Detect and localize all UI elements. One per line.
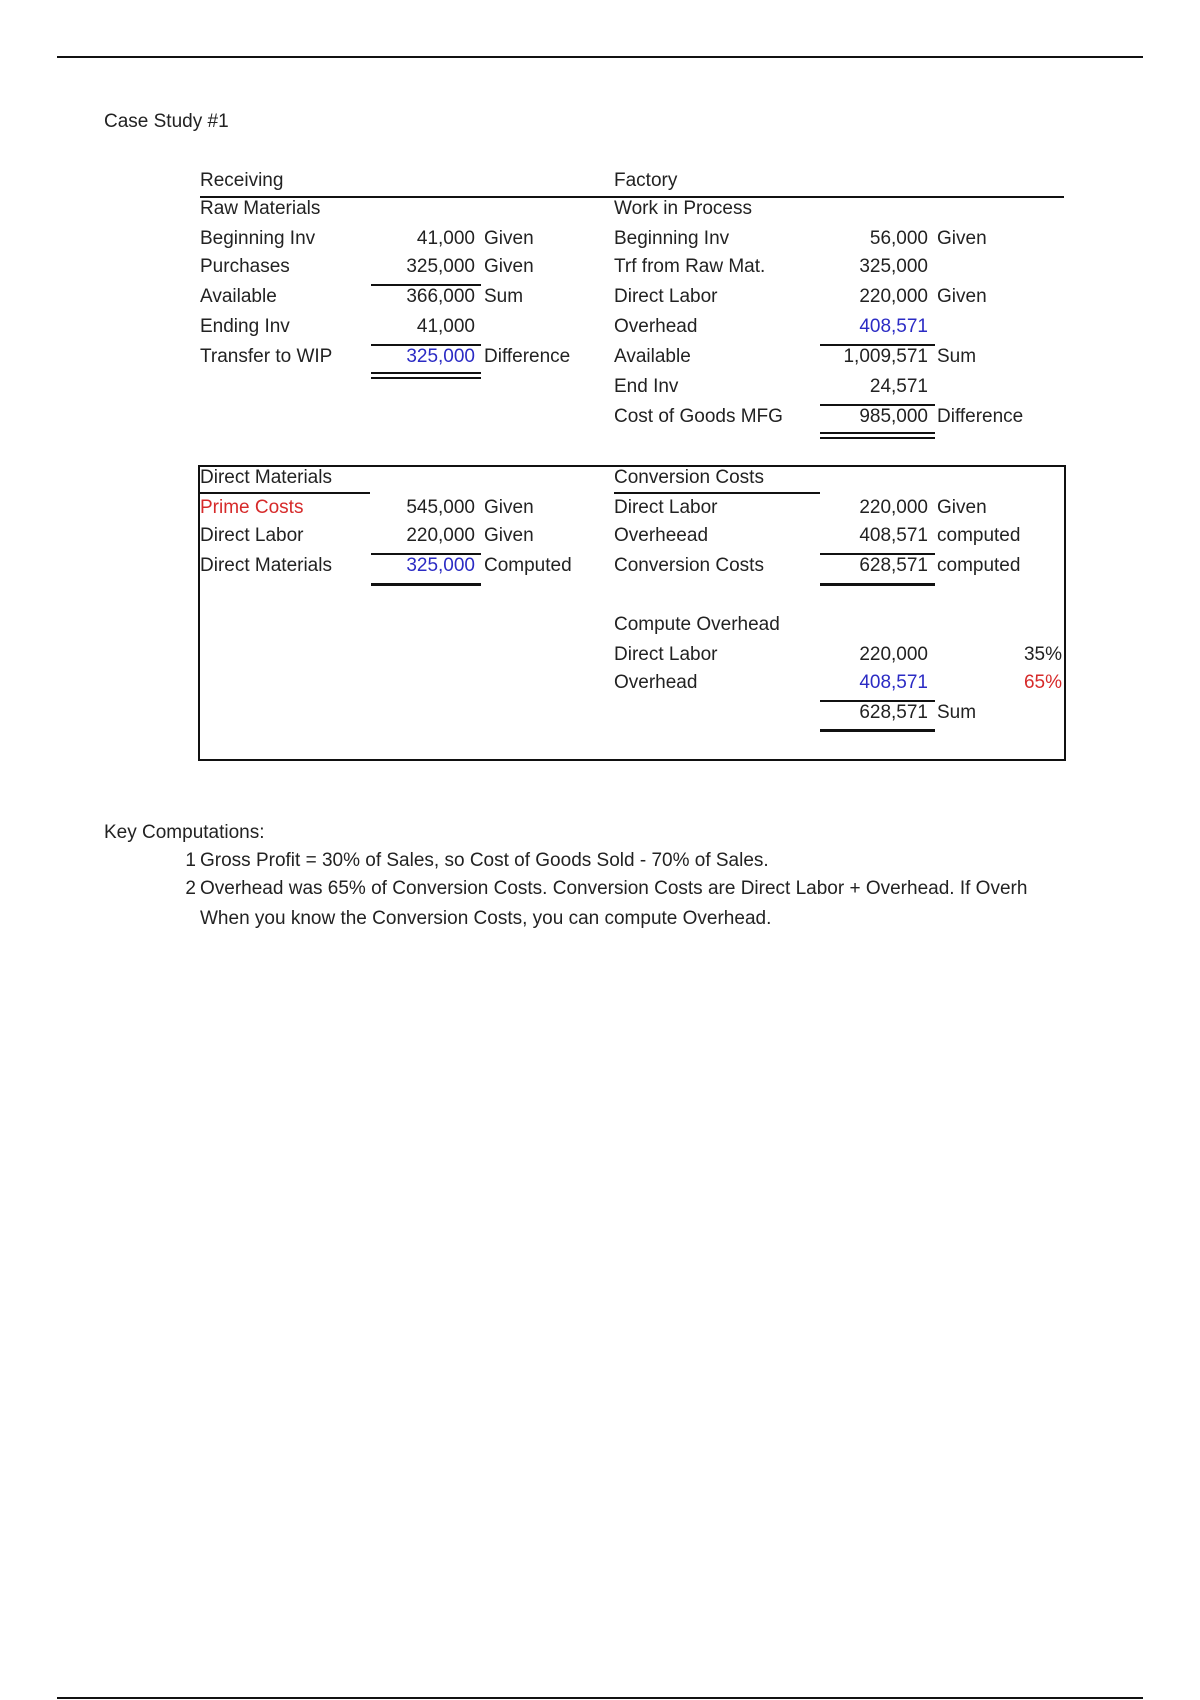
row-value: 408,571 xyxy=(859,316,928,337)
row-note: Given xyxy=(484,256,534,277)
row-value: 1,009,571 xyxy=(843,346,928,367)
row-percent: 35% xyxy=(1023,644,1062,665)
compute-overhead-header: Compute Overhead xyxy=(614,614,780,635)
row-value: 220,000 xyxy=(406,525,475,546)
row-label: Available xyxy=(200,286,277,307)
dm-header-rule xyxy=(200,492,370,494)
row-note: Difference xyxy=(937,406,1024,427)
row-value: 325,000 xyxy=(406,555,475,576)
row-label: Beginning Inv xyxy=(614,228,730,249)
row-label: Conversion Costs xyxy=(614,555,764,576)
item-text: Gross Profit = 30% of Sales, so Cost of Goods Sold - 70% of Sales. xyxy=(200,850,769,871)
row-value: 628,571 xyxy=(859,702,928,723)
row-label: Beginning Inv xyxy=(200,228,316,249)
row-note: Computed xyxy=(484,555,572,576)
row-label: Prime Costs xyxy=(200,497,304,518)
row-note: Sum xyxy=(937,346,977,367)
row-note: Sum xyxy=(937,702,977,723)
row-note: Given xyxy=(937,286,987,307)
row-note: Given xyxy=(484,497,534,518)
row-note: Given xyxy=(937,228,987,249)
row-note: Given xyxy=(937,497,987,518)
receiving-header: Receiving xyxy=(200,170,284,191)
row-label: Overhead xyxy=(614,672,698,693)
row-note: Given xyxy=(484,228,534,249)
row-value: 985,000 xyxy=(859,406,928,427)
row-value: 545,000 xyxy=(406,497,475,518)
row-value: 325,000 xyxy=(406,346,475,367)
row-label: Purchases xyxy=(200,256,290,277)
row-value: 41,000 xyxy=(416,228,475,249)
row-label: Cost of Goods MFG xyxy=(614,406,783,427)
row-value: 325,000 xyxy=(406,256,475,277)
total-rule xyxy=(820,729,935,732)
row-label: End Inv xyxy=(614,376,679,397)
row-label: Overhead xyxy=(614,316,698,337)
direct-materials-header: Direct Materials xyxy=(200,467,332,488)
row-label: Transfer to WIP xyxy=(200,346,333,367)
item-text: Overhead was 65% of Conversion Costs. Conversion Costs are Direct Labor + Overhead. If Overh xyxy=(200,878,1028,899)
list-item xyxy=(0,877,1066,903)
row-label: Trf from Raw Mat. xyxy=(614,256,766,277)
row-label: Direct Labor xyxy=(200,525,304,546)
raw-materials-subheader: Raw Materials xyxy=(200,198,321,219)
total-double-rule xyxy=(820,432,935,439)
row-value: 628,571 xyxy=(859,555,928,576)
wip-subheader: Work in Process xyxy=(614,198,752,219)
row-value: 56,000 xyxy=(869,228,928,249)
page-top-rule xyxy=(57,56,1143,58)
conversion-costs-header: Conversion Costs xyxy=(614,467,764,488)
row-value: 408,571 xyxy=(859,525,928,546)
cc-header-rule xyxy=(614,492,820,494)
key-computations-header: Key Computations: xyxy=(104,822,265,843)
row-note: Sum xyxy=(484,286,524,307)
row-label: Direct Labor xyxy=(614,644,718,665)
row-value: 408,571 xyxy=(859,672,928,693)
row-note: Difference xyxy=(484,346,571,367)
row-value: 220,000 xyxy=(859,644,928,665)
total-double-rule xyxy=(371,372,481,379)
row-label: Overheead xyxy=(614,525,709,546)
page-title: Case Study #1 xyxy=(104,111,229,132)
row-value: 41,000 xyxy=(416,316,475,337)
row-note: Given xyxy=(484,525,534,546)
continuation-text: When you know the Conversion Costs, you can compute Overhead. xyxy=(200,908,772,929)
row-note: computed xyxy=(937,525,1021,546)
row-label: Direct Labor xyxy=(614,286,718,307)
item-number: 1 xyxy=(185,850,196,871)
row-label: Direct Materials xyxy=(200,555,332,576)
row-value: 220,000 xyxy=(859,286,928,307)
row-value: 24,571 xyxy=(869,376,928,397)
row-label: Direct Labor xyxy=(614,497,718,518)
row-note: computed xyxy=(937,555,1021,576)
factory-header: Factory xyxy=(614,170,678,191)
row-percent: 65% xyxy=(1023,672,1062,693)
row-value: 220,000 xyxy=(859,497,928,518)
row-label: Ending Inv xyxy=(200,316,290,337)
item-number: 2 xyxy=(185,878,196,899)
row-value: 325,000 xyxy=(859,256,928,277)
total-rule xyxy=(371,583,481,586)
row-label: Available xyxy=(614,346,691,367)
total-rule xyxy=(820,583,935,586)
page-bottom-rule xyxy=(57,1697,1143,1699)
row-value: 366,000 xyxy=(406,286,475,307)
